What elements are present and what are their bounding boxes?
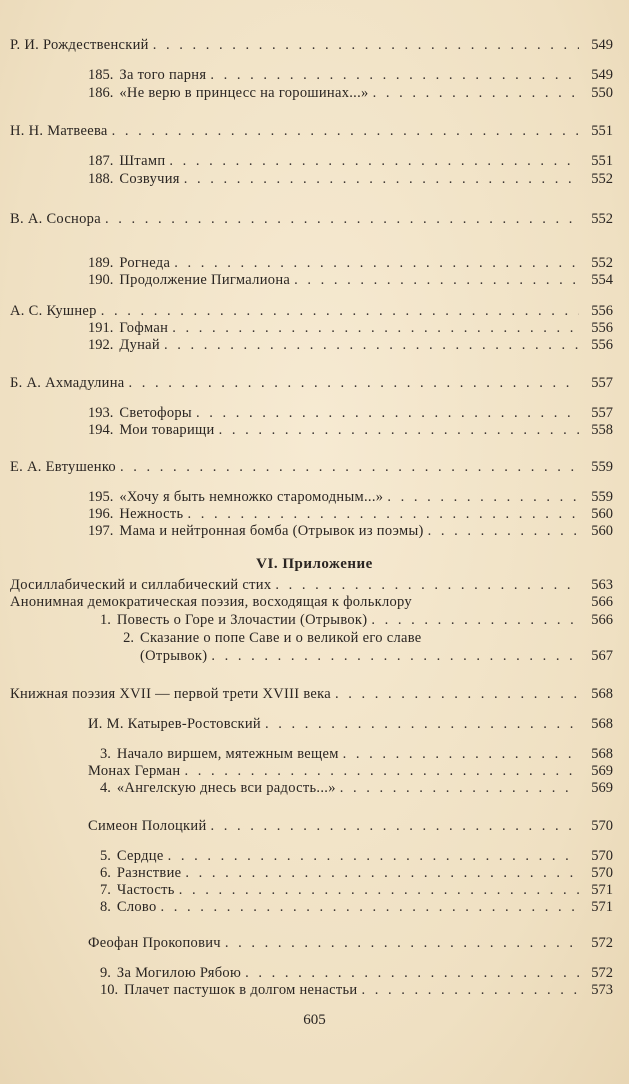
toc-title: Светофоры <box>119 405 192 421</box>
toc-entry-row <box>100 964 613 982</box>
toc-section: Книжная поэзия XVII — первой трети XVIII века <box>10 686 332 702</box>
toc-entry-row <box>100 981 613 999</box>
toc-title: Мама и нейтронная бомба (Отрывок из поэмы) <box>119 523 424 539</box>
toc-title: Сердце <box>116 848 164 864</box>
toc-page: 570 <box>591 865 613 881</box>
toc-entry-row <box>100 629 613 647</box>
toc-author: Феофан Прокопович <box>88 935 221 951</box>
toc-page: 570 <box>591 818 613 834</box>
toc-entry-row <box>88 488 613 506</box>
toc-number: 187. <box>88 153 114 169</box>
toc-title: Созвучия <box>119 171 180 187</box>
toc-page: 568 <box>591 746 613 762</box>
toc-number: 189. <box>88 255 114 271</box>
toc-author: Е. А. Евтушенко <box>10 459 116 475</box>
toc-author-row <box>10 36 613 54</box>
leader-dots <box>335 685 579 703</box>
toc-number: 192. <box>88 337 114 353</box>
toc-number: 1. <box>100 612 111 628</box>
toc-entry-row <box>140 647 613 665</box>
leader-dots <box>168 847 579 865</box>
toc-number: 8. <box>100 899 111 915</box>
leader-dots <box>211 647 579 665</box>
toc-title: «Хочу я быть немножко старомодным...» <box>119 489 384 505</box>
toc-author-row <box>88 715 613 733</box>
toc-section: Досиллабический и силлабический стих <box>10 577 272 593</box>
leader-dots <box>105 210 579 228</box>
toc-number: 6. <box>100 865 111 881</box>
toc-page: 571 <box>591 899 613 915</box>
leader-dots <box>112 122 579 140</box>
toc-title: Рогнеда <box>119 255 171 271</box>
toc-entry-row <box>88 404 613 422</box>
toc-page: 559 <box>591 489 613 505</box>
toc-title: Начало виршем, мятежным вещем <box>116 746 339 762</box>
leader-dots <box>371 611 579 629</box>
toc-entry-row <box>100 864 613 882</box>
toc-page: 568 <box>591 686 613 702</box>
toc-title: Сказание о попе Саве и о великой его славе <box>140 630 422 646</box>
toc-section-row <box>10 593 613 611</box>
toc-author: Р. И. Рождественский <box>10 37 149 53</box>
toc-title: Штамп <box>119 153 166 169</box>
leader-dots <box>387 488 579 506</box>
toc-page: 569 <box>591 780 613 796</box>
toc-page: 557 <box>591 375 613 391</box>
leader-dots <box>219 421 579 439</box>
toc-page: 569 <box>591 763 613 779</box>
toc-number: 193. <box>88 405 114 421</box>
toc-page: 560 <box>591 506 613 522</box>
toc-page: 556 <box>591 320 613 336</box>
leader-dots <box>245 964 579 982</box>
toc-page: 552 <box>591 211 613 227</box>
leader-dots <box>361 981 579 999</box>
toc-entry-row <box>100 847 613 865</box>
leader-dots <box>196 404 579 422</box>
leader-dots <box>172 319 579 337</box>
toc-section: Анонимная демократическая поэзия, восходящая к фольклору <box>10 594 412 610</box>
toc-number: 5. <box>100 848 111 864</box>
leader-dots <box>164 336 579 354</box>
toc-entry-row <box>100 611 613 629</box>
toc-page: 568 <box>591 716 613 732</box>
toc-title: За того парня <box>119 67 207 83</box>
leader-dots <box>184 170 579 188</box>
toc-entry-row <box>100 745 613 763</box>
toc-author: Б. А. Ахмадулина <box>10 375 125 391</box>
toc-entry-row <box>88 319 613 337</box>
toc-number: 186. <box>88 85 114 101</box>
toc-entry-row <box>88 170 613 188</box>
toc-title: За Могилою Рябою <box>116 965 242 981</box>
toc-number: 191. <box>88 320 114 336</box>
section-title: VI. Приложение <box>256 556 373 572</box>
toc-page: 572 <box>591 965 613 981</box>
toc-title: «Не верю в принцесс на горошинах...» <box>119 85 369 101</box>
toc-page: 557 <box>591 405 613 421</box>
toc-page: 550 <box>591 85 613 101</box>
toc-title: Плачет пастушок в долгом ненастьи <box>124 982 358 998</box>
leader-dots <box>187 505 579 523</box>
leader-dots <box>428 522 579 540</box>
toc-page: 567 <box>591 648 613 664</box>
toc-author-row <box>88 762 613 780</box>
toc-author: В. А. Соснора <box>10 211 101 227</box>
toc-section-row <box>10 576 613 594</box>
leader-dots <box>153 36 579 54</box>
toc-entry-row <box>100 779 613 797</box>
toc-page: 549 <box>591 37 613 53</box>
toc-entry-row <box>88 522 613 540</box>
toc-author-row <box>10 458 613 476</box>
toc-entry-row <box>88 505 613 523</box>
toc-page: 556 <box>591 337 613 353</box>
leader-dots <box>120 458 579 476</box>
toc-number: 194. <box>88 422 114 438</box>
toc-author-row <box>88 934 613 952</box>
toc-entry-row <box>88 254 613 272</box>
toc-page: 570 <box>591 848 613 864</box>
toc-number: 10. <box>100 982 119 998</box>
toc-page: 549 <box>591 67 613 83</box>
leader-dots <box>174 254 579 272</box>
toc-author: Монах Герман <box>88 763 181 779</box>
toc-author-row <box>10 302 613 320</box>
leader-dots <box>179 881 579 899</box>
toc-number: 9. <box>100 965 111 981</box>
toc-page: 551 <box>591 123 613 139</box>
toc-entry-row <box>88 271 613 289</box>
toc-author: А. С. Кушнер <box>10 303 97 319</box>
toc-author-row <box>10 210 613 228</box>
toc-author: Н. Н. Матвеева <box>10 123 108 139</box>
toc-number: 195. <box>88 489 114 505</box>
toc-page: 560 <box>591 523 613 539</box>
leader-dots <box>340 779 579 797</box>
leader-dots <box>275 576 579 594</box>
toc-number: 4. <box>100 780 111 796</box>
toc-title: Повесть о Горе и Злочастии (Отрывок) <box>116 612 368 628</box>
toc-entry-row <box>100 898 613 916</box>
toc-number: 196. <box>88 506 114 522</box>
toc-entry-row <box>88 152 613 170</box>
toc-section-row <box>10 685 613 703</box>
leader-dots <box>161 898 579 916</box>
toc-page: 572 <box>591 935 613 951</box>
leader-dots <box>211 817 579 835</box>
toc-page: 566 <box>591 612 613 628</box>
leader-dots <box>210 66 579 84</box>
toc-page: 571 <box>591 882 613 898</box>
toc-page: 552 <box>591 171 613 187</box>
toc-number: 197. <box>88 523 114 539</box>
toc-author-row <box>88 817 613 835</box>
toc-page: 556 <box>591 303 613 319</box>
toc-number: 188. <box>88 171 114 187</box>
toc-title: Мои товарищи <box>119 422 215 438</box>
toc-title: Дунай <box>119 337 160 353</box>
toc-number: 185. <box>88 67 114 83</box>
leader-dots <box>343 745 579 763</box>
toc-number: 7. <box>100 882 111 898</box>
leader-dots <box>129 374 579 392</box>
toc-entry-row <box>100 881 613 899</box>
leader-dots <box>265 715 579 733</box>
leader-dots <box>225 934 579 952</box>
toc-page: 559 <box>591 459 613 475</box>
toc-author-row <box>10 122 613 140</box>
toc-page: 551 <box>591 153 613 169</box>
toc-number: 2. <box>123 630 134 646</box>
toc-entry-row <box>88 421 613 439</box>
toc-number: 3. <box>100 746 111 762</box>
toc-page: 552 <box>591 255 613 271</box>
toc-author: И. М. Катырев-Ростовский <box>88 716 261 732</box>
leader-dots <box>294 271 579 289</box>
toc-page: 554 <box>591 272 613 288</box>
toc-title: Гофман <box>119 320 169 336</box>
leader-dots <box>169 152 579 170</box>
leader-dots <box>185 864 579 882</box>
toc-page: 566 <box>591 594 613 610</box>
toc-entry-row <box>88 84 613 102</box>
toc-title: Нежность <box>119 506 184 522</box>
leader-dots <box>373 84 579 102</box>
toc-title: Слово <box>116 899 157 915</box>
leader-dots <box>184 762 579 780</box>
toc-title: Продолжение Пигмалиона <box>119 272 291 288</box>
toc-page: 563 <box>591 577 613 593</box>
toc-author-row <box>10 374 613 392</box>
toc-title-cont: (Отрывок) <box>140 648 208 664</box>
toc-title: Разнствие <box>116 865 182 881</box>
toc-title: Частость <box>116 882 175 898</box>
toc-entry-row <box>88 336 613 354</box>
toc-number: 190. <box>88 272 114 288</box>
toc-title: «Ангелскую днесь вси радость...» <box>116 780 336 796</box>
toc-entry-row <box>88 66 613 84</box>
page-number: 605 <box>303 1012 326 1028</box>
toc-page: 558 <box>591 422 613 438</box>
leader-dots <box>101 302 579 320</box>
toc-page: 573 <box>591 982 613 998</box>
toc-author: Симеон Полоцкий <box>88 818 207 834</box>
